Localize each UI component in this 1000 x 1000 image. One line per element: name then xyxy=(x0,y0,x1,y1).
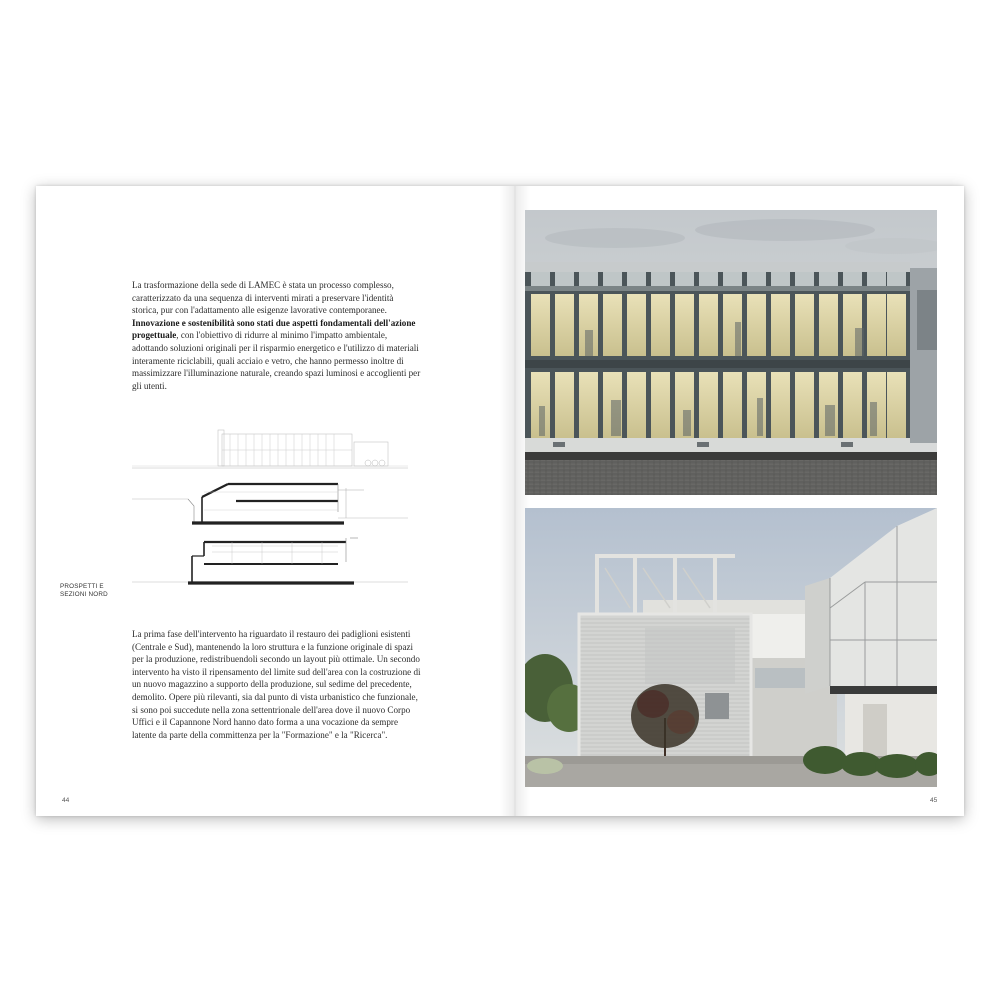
history-paragraph: La prima fase dell'intervento ha riguardato il restauro dei padiglioni esistenti (Centrale e Sud), mantenendo la loro struttura e la funzione originale di spazi per la produzione, redistribuendoli secondo un layout più ottimale. Un secondo intervento ha visto il ripensamento del limite sud dell'area con la costruzione di un nuovo magazzino a supporto della produzione, sul sedime del precedente, demolito. Opere più rilevanti, sia dal punto di vista urbanistico che funzionale, si sono poi succedute nella zona settentrionale dell'area dove il nuovo Corpo Uffici e il Capannone Nord hanno dato forma a una vocazione da sempre latente da parte della committenza per la "Formazione" e la "Ricerca". xyxy=(132,629,421,740)
section-upper xyxy=(132,484,408,523)
office-facade-photo xyxy=(525,210,937,495)
section-lower xyxy=(132,538,408,583)
intro-paragraph xyxy=(132,279,422,392)
intro-bold-text: Innovazione e sostenibilità sono stati due aspetti fondamentali dell'azione progettuale xyxy=(132,317,416,341)
drawing-caption: PROSPETTI E SEZIONI NORD xyxy=(60,583,108,599)
pavilion-photo xyxy=(525,508,937,787)
book-spread xyxy=(36,186,964,816)
north-elevation xyxy=(132,430,408,468)
intro-text-start: La trasformazione della sede di LAMEC è stata un processo complesso, caratterizzato da una sequenza di interventi mirati a preservare l'identità storica, pur con l'adattamento alle esigenze lavorative contemporanee. xyxy=(132,280,394,316)
elevations-and-sections-drawing xyxy=(132,422,408,602)
page-number-right: 45 xyxy=(930,797,938,804)
page-number-left: 44 xyxy=(62,797,70,804)
intro-text-end: , con l'obiettivo di ridurre al minimo l'impatto ambientale, adottando soluzioni originali per il risparmio energetico e l'utilizzo di materiali interamente riciclabili, quali acciaio e vetro, che hanno permesso inoltre di massimizzare l'illuminazione naturale, creando spazi luminosi e accoglienti per gli utenti. xyxy=(132,330,421,391)
